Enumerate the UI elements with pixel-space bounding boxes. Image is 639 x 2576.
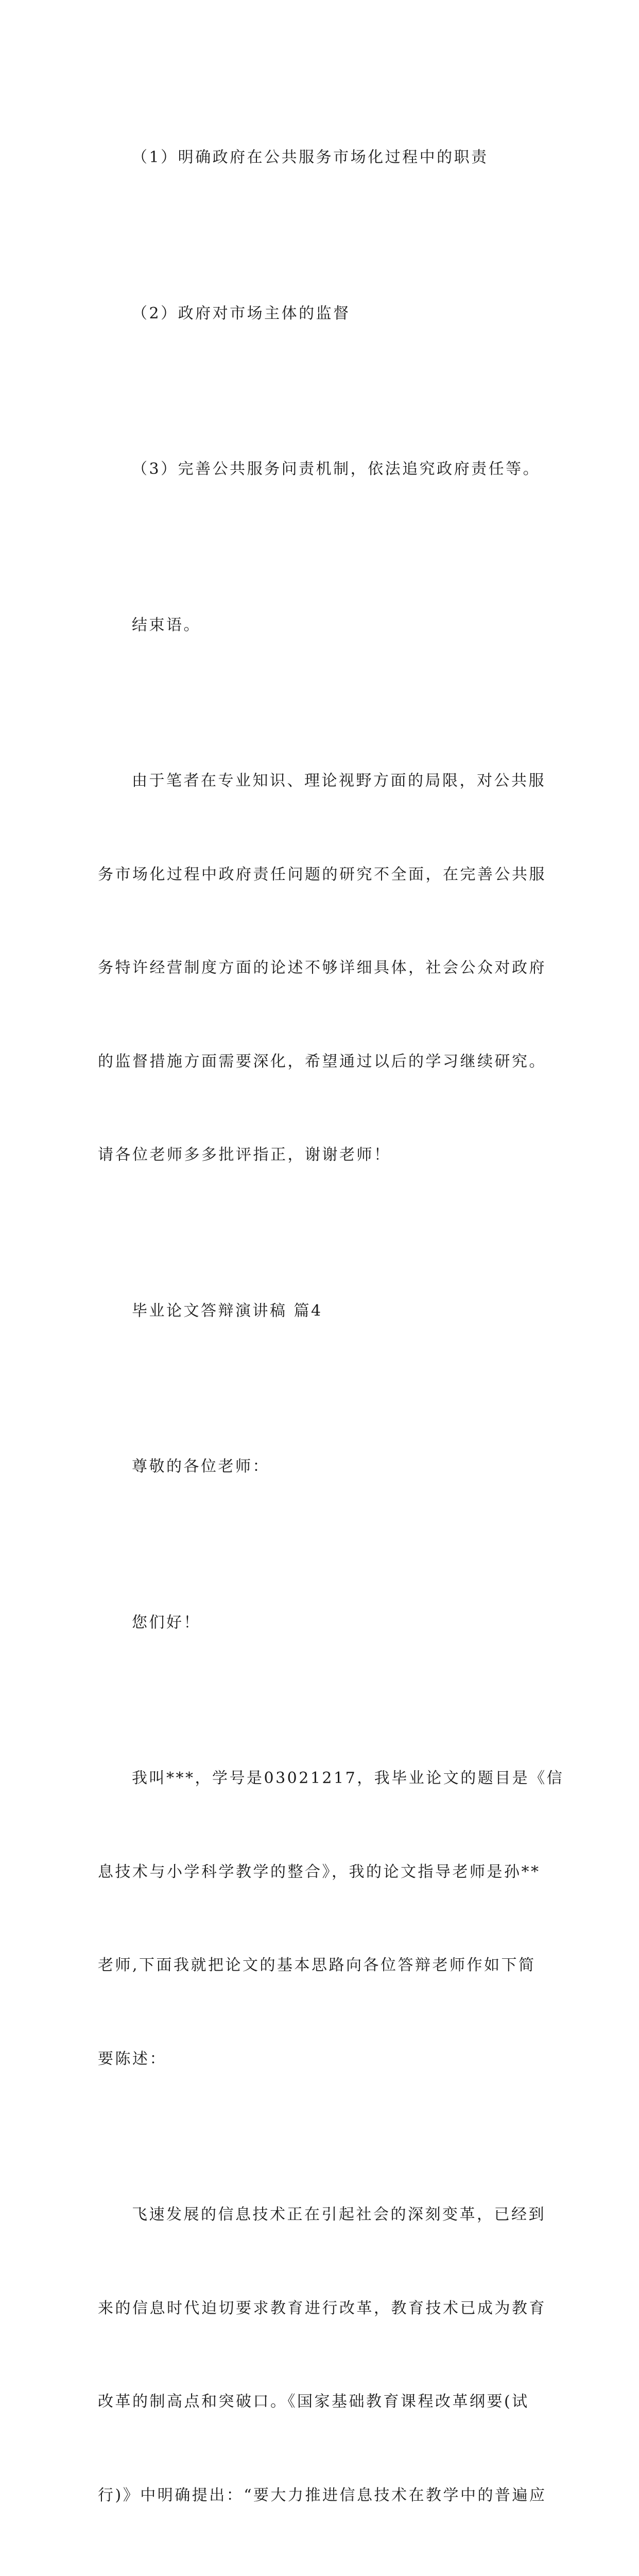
text-line: 结束语。	[132, 616, 201, 634]
text-line: 务市场化过程中政府责任问题的研究不全面，在完善公共服	[98, 865, 546, 884]
salutation	[98, 1389, 551, 1545]
text-line: 的监督措施方面需要深化，希望通过以后的学习继续研究。	[98, 1052, 546, 1071]
text-line: （1）明确政府在公共服务市场化过程中的职责	[132, 148, 489, 166]
intro-paragraph	[98, 1701, 564, 2137]
text-line: 老师,下面我就把论文的基本思路向各位答辩老师作如下简	[98, 1956, 536, 1974]
text-line: 尊敬的各位老师：	[132, 1458, 270, 1476]
greeting	[98, 1545, 551, 1701]
document-body	[98, 80, 564, 2576]
text-line: 改革的制高点和突破口。《国家基础教育课程改革纲要(试	[98, 2393, 529, 2411]
text-line: 务特许经营制度方面的论述不够详细具体，社会公众对政府	[98, 959, 546, 977]
list-item-2	[98, 236, 551, 392]
list-item-1	[98, 80, 551, 236]
list-item-3	[98, 392, 551, 548]
section-title	[98, 1233, 551, 1389]
text-line: （3）完善公共服务问责机制，依法追究政府责任等。	[132, 460, 541, 478]
text-line: 请各位老师多多批评指正，谢谢老师！	[98, 1146, 391, 1164]
conclusion-paragraph	[98, 703, 551, 1233]
conclusion-heading	[98, 548, 551, 704]
text-line: 毕业论文答辩演讲稿 篇4	[132, 1301, 323, 1320]
text-line: 来的信息时代迫切要求教育进行改革，教育技术已成为教育	[98, 2299, 546, 2317]
text-line: 您们好！	[132, 1613, 201, 1632]
text-line: 我叫***，学号是03021217，我毕业论文的题目是《信	[132, 1769, 564, 1787]
text-line: 要陈述：	[98, 2049, 167, 2068]
body-paragraph	[98, 2137, 551, 2576]
text-line: 行)》中明确提出：“要大力推进信息技术在教学中的普遍应	[98, 2486, 547, 2504]
text-line	[98, 2573, 551, 2576]
text-line: 由于笔者在专业知识、理论视野方面的局限，对公共服	[132, 772, 546, 790]
text-line: （2）政府对市场主体的监督	[132, 304, 351, 323]
text-line: 飞速发展的信息技术正在引起社会的深刻变革，已经到	[132, 2206, 546, 2224]
text-line: 息技术与小学科学教学的整合》，我的论文指导老师是孙**	[98, 1862, 541, 1881]
